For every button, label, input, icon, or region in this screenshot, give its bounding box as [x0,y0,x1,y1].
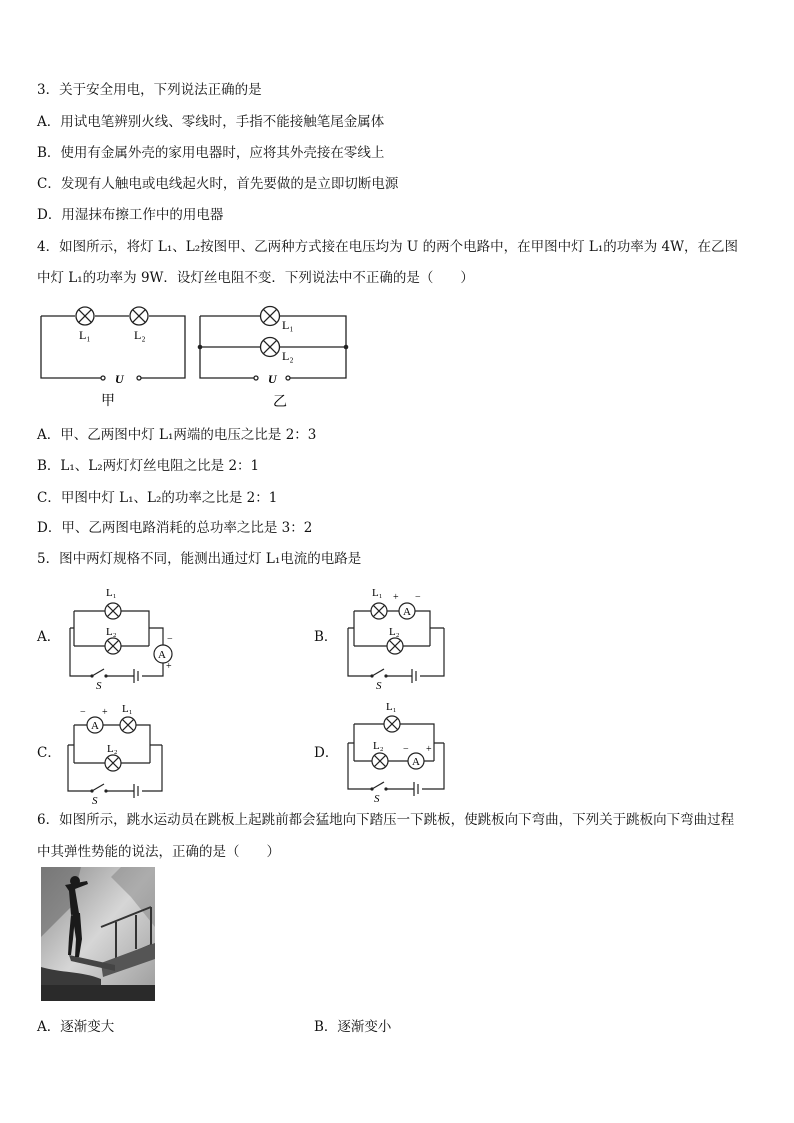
jia-lamp1-label: L₁ [79,328,91,342]
q5-option-d-label: D． [314,745,339,761]
circuit-option-c [62,700,182,808]
q6-option-a: A．逐渐变大 [37,1019,115,1035]
yi-lamp2-label: L₂ [282,349,294,363]
c-plus-label: + [102,707,108,718]
circuit-option-b [338,583,458,691]
q3-option-b: B．使用有金属外壳的家用电器时，应将其外壳接在零线上 [37,145,385,161]
yi-voltage-label: U [268,372,277,386]
q4-option-c: C．甲图中灯 L₁、L₂的功率之比是 2：1 [37,490,278,506]
c-minus-label: − [80,707,86,718]
q6-option-b: B．逐渐变小 [314,1019,392,1035]
yi-caption: 乙 [273,395,287,410]
d-plus-label: + [426,744,432,755]
q4-stem-line1: 4．如图所示，将灯 L₁、L₂按图甲、乙两种方式接在电压均为 U 的两个电路中，在甲图中灯 L₁的功率为 4W，在乙图 [37,239,739,255]
a-lamp2-label: L₂ [106,626,117,638]
d-minus-label: − [403,744,409,755]
d-lamp2-label: L₂ [373,740,384,752]
q5-option-c-label: C． [37,745,61,761]
circuit-option-d [340,698,460,806]
c-lamp1-label: L₁ [122,703,133,715]
c-ammeter-label: A [91,720,99,732]
a-minus-label: − [167,634,173,645]
jia-lamp2-label: L₂ [134,328,146,342]
q5-option-a-label: A． [37,629,61,645]
diver-photo [41,867,155,1001]
q5-stem: 5．图中两灯规格不同，能测出通过灯 L₁电流的电路是 [37,551,362,567]
q4-option-a: A．甲、乙两图中灯 L₁两端的电压之比是 2：3 [37,427,317,443]
a-ammeter-label: A [158,649,166,661]
yi-lamp1-label: L₁ [282,318,294,332]
c-switch-label: S [92,795,98,807]
c-lamp2-label: L₂ [107,743,118,755]
b-minus-label: − [415,592,421,603]
b-plus-label: + [393,592,399,603]
q3-option-d: D．用湿抹布擦工作中的用电器 [37,207,224,223]
a-switch-label: S [96,680,102,691]
jia-caption: 甲 [101,394,115,409]
q3-option-c: C．发现有人触电或电线起火时，首先要做的是立即切断电源 [37,176,399,192]
q4-option-b: B．L₁、L₂两灯灯丝电阻之比是 2：1 [37,458,260,474]
q5-option-b-label: B． [314,629,338,645]
d-switch-label: S [374,793,380,805]
circuit-figure-jia [35,302,195,412]
b-switch-label: S [376,680,382,691]
a-plus-label: + [166,661,172,672]
q3-option-a: A．用试电笔辨别火线、零线时，手指不能接触笔尾金属体 [37,114,385,130]
q6-stem-line2: 中其弹性势能的说法，正确的是（ ） [37,844,280,860]
b-lamp1-label: L₁ [372,587,383,599]
q3-stem: 3．关于安全用电，下列说法正确的是 [37,82,262,98]
jia-voltage-label: U [115,372,124,386]
q4-option-d: D．甲、乙两图电路消耗的总功率之比是 3：2 [37,520,313,536]
b-ammeter-label: A [403,606,411,618]
b-lamp2-label: L₂ [389,626,400,638]
a-lamp1-label: L₁ [106,587,117,599]
q4-stem-line2: 中灯 L₁的功率为 9W．设灯丝电阻不变．下列说法中不正确的是（ ） [37,270,474,286]
circuit-figure-yi [196,302,356,414]
circuit-option-a [62,583,192,691]
d-lamp1-label: L₁ [386,701,397,713]
d-ammeter-label: A [412,756,420,768]
q6-stem-line1: 6．如图所示，跳水运动员在跳板上起跳前都会猛地向下踏压一下跳板，使跳板向下弯曲，下列关于跳板向下弯曲过程 [37,812,735,828]
